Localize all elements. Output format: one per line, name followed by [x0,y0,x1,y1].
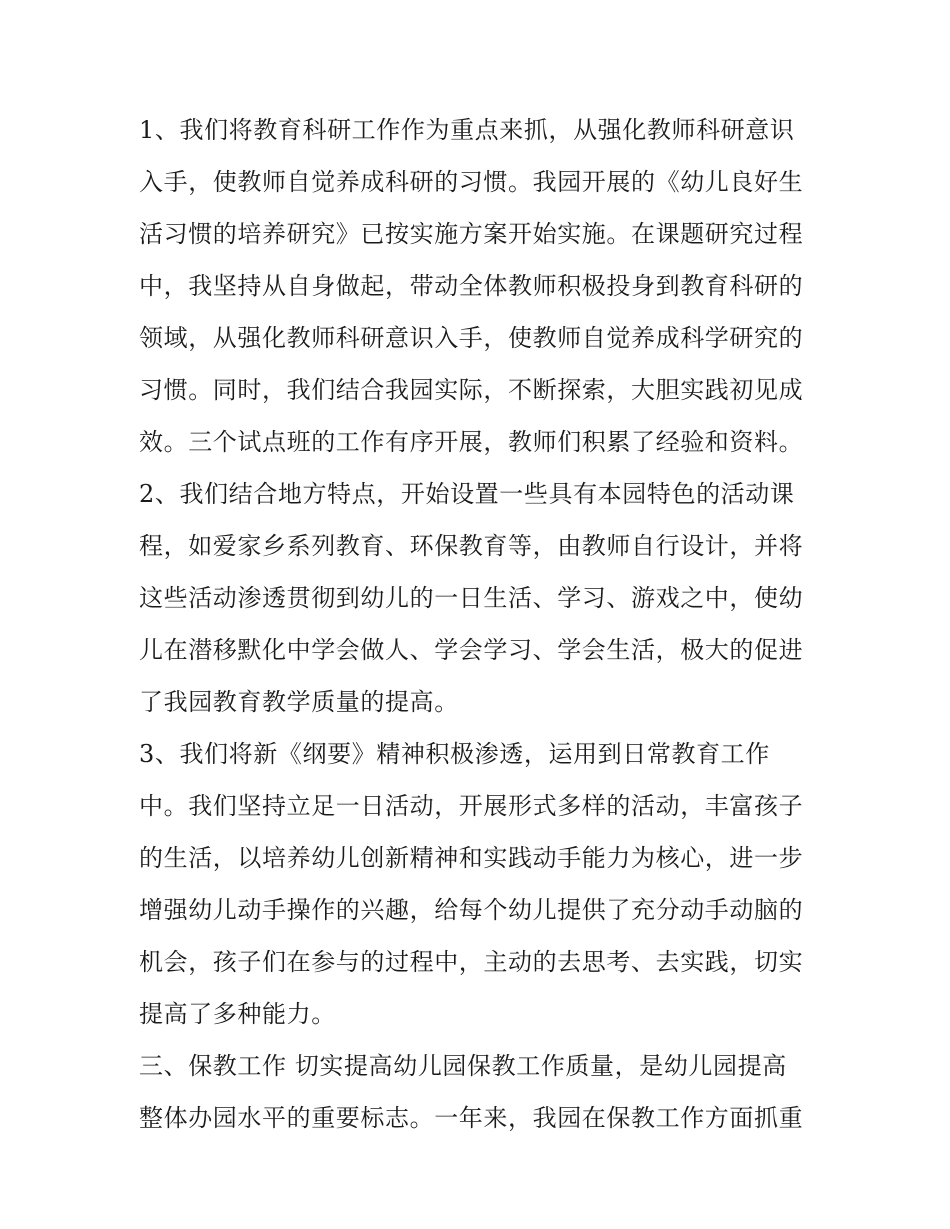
text-line: 活习惯的培养研究》已按实施方案开始实施。在课题研究过程 [139,220,804,248]
text-line: 程，如爱家乡系列教育、环保教育等，由教师自行设计，并将 [139,532,804,560]
text-line: 了我园教育教学质量的提高。 [139,688,459,716]
document-body [139,104,815,1144]
text-line: 效。三个试点班的工作有序开展，教师们积累了经验和资料。 [139,428,804,456]
text-line: 的生活，以培养幼儿创新精神和实践动手能力为核心，进一步 [139,844,804,872]
text-line: 整体办园水平的重要标志。一年来，我园在保教工作方面抓重 [139,1104,804,1132]
text-line: 儿在潜移默化中学会做人、学会学习、学会生活，极大的促进 [139,636,804,664]
text-line: 这些活动渗透贯彻到幼儿的一日生活、学习、游戏之中，使幼 [139,584,804,612]
text-line: 中，我坚持从自身做起，带动全体教师积极投身到教育科研的 [139,272,804,300]
text-line: 1、我们将教育科研工作作为重点来抓，从强化教师科研意识 [139,116,795,144]
text-line: 入手，使教师自觉养成科研的习惯。我园开展的《幼儿良好生 [139,168,804,196]
text-line: 习惯。同时，我们结合我园实际，不断探索，大胆实践初见成 [139,376,804,404]
text-line: 2、我们结合地方特点，开始设置一些具有本园特色的活动课 [139,480,795,508]
text-line: 三、保教工作 切实提高幼儿园保教工作质量，是幼儿园提高 [139,1052,787,1080]
text-line: 增强幼儿动手操作的兴趣，给每个幼儿提供了充分动手动脑的 [139,896,804,924]
text-line: 机会，孩子们在参与的过程中，主动的去思考、去实践，切实 [139,948,804,976]
text-line: 提高了多种能力。 [139,1000,336,1028]
text-line: 中。我们坚持立足一日活动，开展形式多样的活动，丰富孩子 [139,792,804,820]
text-line: 领域，从强化教师科研意识入手，使教师自觉养成科学研究的 [139,324,804,352]
text-line: 3、我们将新《纲要》精神积极渗透，运用到日常教育工作 [139,740,770,768]
